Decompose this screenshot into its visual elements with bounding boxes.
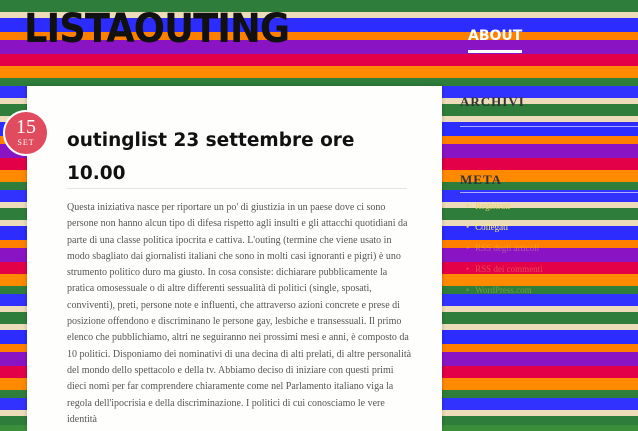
post-date-badge — [3, 110, 49, 156]
meta-link-login[interactable]: • Collegati — [466, 217, 543, 238]
meta-link-wordpress[interactable]: • WordPress.com — [466, 280, 543, 301]
post-date-month: SET — [17, 138, 35, 147]
site-logo[interactable]: LISTAOUTING — [24, 6, 290, 52]
meta-link-register[interactable]: • Registrati — [466, 196, 543, 217]
meta-widget-title: META — [460, 172, 503, 187]
title-divider — [67, 188, 407, 189]
nav-about-link[interactable]: ABOUT — [468, 28, 522, 53]
site-header — [0, 0, 638, 64]
archives-widget-title: ARCHIVI — [460, 94, 525, 109]
meta-links-list — [466, 196, 543, 301]
meta-link-entries-rss[interactable]: • RSS degli articoli — [466, 238, 543, 259]
meta-link-comments-rss[interactable]: • RSS dei commenti — [466, 259, 543, 280]
widget-divider — [460, 126, 638, 127]
post-body: Questa iniziativa nasce per riportare un po' di giustizia in un paese dove ci sono persone non hanno alcun tipo di difesa rispetto agli insulti e gli attacchi quotidiani da parte di una classe politica ipocrita e cattiva. L'outing (termine che viene usato in modo sbagliato dai giornalisti italiani che sono in molti casi ignoranti e pigri) è uno strumento politico duro ma giusto. In cosa consiste: dichiarare pubblicamente la pratica omosessuale o di altre differenti sessualità di politici (single, sposati, conviventi), preti, persone note e influenti, che attraverso azioni concrete e prese di posizione offendono e discriminano le persone gay, lesbiche e transessuali. Il primo elenco che pubblichiamo, altri ne seguiranno nei prossimi mesi e anni, è composto da 10 politici. Disponiamo dei nominativi di una decina di alti prelati, di altre personalità del mondo dello spettacolo e della tv. Abbiamo deciso di iniziare con questi primi dieci nomi per far comprendere chiaramente come nel Parlamento italiano viga la regola dell'ipocrisia e della discriminazione. I politici di cui conosciamo le vere identità — [67, 202, 412, 425]
widget-divider — [460, 192, 638, 193]
post-date-day: 15 — [16, 116, 36, 138]
post-title[interactable]: outinglist 23 settembre ore 10.00 — [67, 130, 355, 184]
